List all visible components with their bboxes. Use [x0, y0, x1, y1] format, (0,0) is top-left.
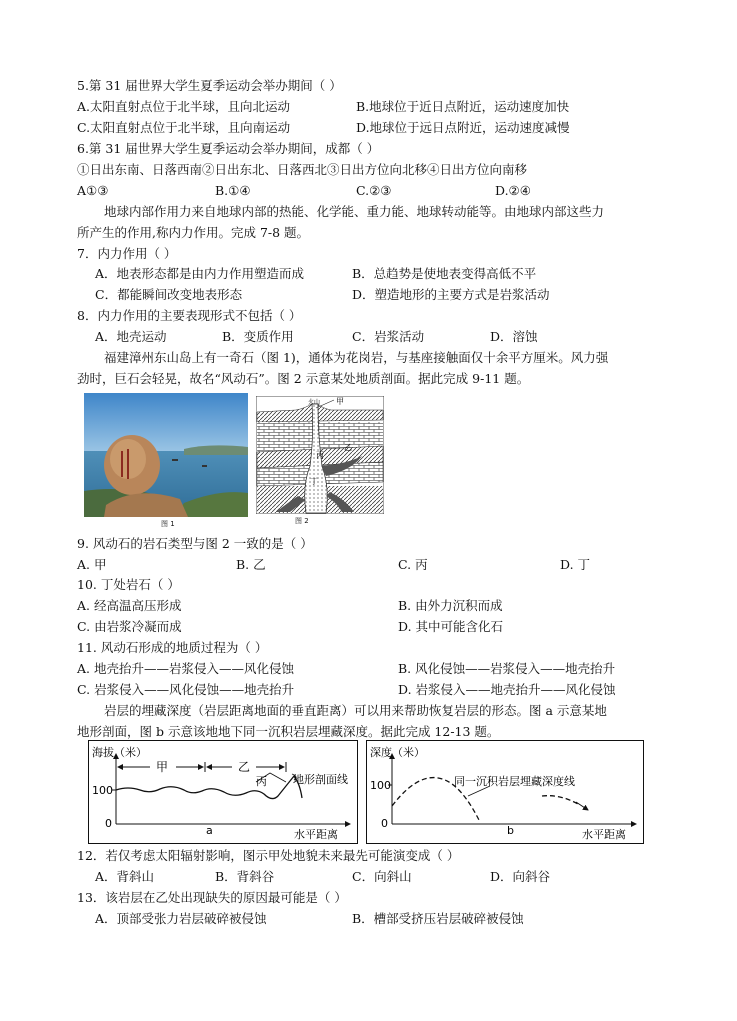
q7-stem: 7．内力作用（ ） — [77, 246, 177, 261]
figure-1-photo — [84, 393, 248, 517]
q13-option-a: A．顶部受张力岩层破碎被侵蚀 — [95, 911, 267, 926]
q7-option-d: D．塑造地形的主要方式是岩浆活动 — [352, 287, 550, 302]
q6-option-c: C.②③ — [356, 183, 392, 198]
fig2-label-bing: 丙 — [316, 451, 324, 460]
q9-option-c: C. 丙 — [398, 557, 428, 572]
q5-option-b: B.地球位于近日点附近，运动速度加快 — [356, 99, 570, 114]
figure-a-terrain-profile — [88, 740, 358, 844]
q9-stem: 9. 风动石的岩石类型与图 2 一致的是（ ） — [77, 536, 313, 551]
q6-option-d: D.②④ — [495, 183, 531, 198]
q8-option-a: A．地壳运动 — [95, 329, 167, 344]
q11-stem: 11. 风动石形成的地质过程为（ ） — [77, 640, 268, 655]
figure-1-caption: 图 1 — [161, 520, 175, 528]
figure-2-caption: 图 2 — [295, 517, 309, 525]
passage3-line2: 地形剖面，图 b 示意该地地下同一沉积岩层埋藏深度。据此完成 12-13 题。 — [77, 724, 500, 739]
q6-statements: ①日出东南、日落西南②日出东北、日落西北③日出方位向北移④日出方位向南移 — [77, 162, 528, 177]
q9-option-d: D. 丁 — [560, 557, 591, 572]
fig-a-ylabel: 海拔（米） — [92, 746, 147, 759]
fig-b-tick-100: 100 — [370, 779, 391, 792]
fig-b-label: b — [507, 824, 514, 837]
q5-option-d: D.地球位于远日点附近，运动速度减慢 — [356, 120, 570, 135]
q10-option-c: C. 由岩浆冷凝而成 — [77, 619, 182, 634]
q8-option-c: C．岩浆活动 — [352, 329, 425, 344]
q12-stem: 12．若仅考虑太阳辐射影响，图示甲处地貌未来最先可能演变成（ ） — [77, 848, 460, 863]
q7-option-a: A．地表形态都是由内力作用塑造而成 — [95, 266, 305, 281]
fig-b-xlabel: 水平距离 — [582, 828, 626, 841]
q13-option-b: B．槽部受挤压岩层破碎被侵蚀 — [352, 911, 524, 926]
q11-option-d: D. 岩浆侵入——地壳抬升——风化侵蚀 — [398, 682, 616, 697]
q13-stem: 13．该岩层在乙处出现缺失的原因最可能是（ ） — [77, 890, 347, 905]
q6-option-b: B.①④ — [215, 183, 251, 198]
passage3-line1: 岩层的埋藏深度（岩层距离地面的垂直距离）可以用来帮助恢复岩层的形态。图 a 示意某地 — [104, 703, 607, 718]
q6-stem: 6.第 31 届世界大学生夏季运动会举办期间，成都（ ） — [77, 141, 380, 156]
fig-a-label: a — [206, 824, 213, 837]
passage2-line1: 福建漳州东山岛上有一奇石（图 1)，通体为花岗岩，与基座接触面仅十余平方厘米。风力强 — [104, 350, 609, 365]
q12-option-b: B．背斜谷 — [215, 869, 275, 884]
passage2-line2: 劲时，巨石会轻晃，故名“风动石”。图 2 示意某处地质剖面。据此完成 9-11 题。 — [77, 371, 530, 386]
q5-option-c: C.太阳直射点位于北半球，且向南运动 — [77, 120, 291, 135]
q9-option-a: A. 甲 — [77, 557, 107, 572]
q5-option-a: A.太阳直射点位于北半球，且向北运动 — [77, 99, 291, 114]
q6-option-a: A①③ — [77, 183, 109, 198]
fig-a-label-yi: 乙 — [238, 760, 251, 774]
passage1-line1: 地球内部作用力来自地球内部的热能、化学能、重力能、地球转动能等。由地球内部这些力 — [104, 204, 605, 219]
q11-option-c: C. 岩浆侵入——风化侵蚀——地壳抬升 — [77, 682, 295, 697]
q12-option-c: C．向斜山 — [352, 869, 412, 884]
q10-option-d: D. 其中可能含化石 — [398, 619, 504, 634]
q12-option-d: D．向斜谷 — [490, 869, 551, 884]
figure-b-depth-chart — [366, 740, 644, 844]
fig-a-xlabel: 水平距离 — [294, 828, 338, 841]
q8-option-b: B．变质作用 — [222, 329, 294, 344]
fig-a-label-jia: 甲 — [156, 760, 169, 774]
q11-option-a: A. 地壳抬升——岩浆侵入——风化侵蚀 — [77, 661, 294, 676]
q7-option-b: B．总趋势是使地表变得高低不平 — [352, 266, 537, 281]
q5-stem: 5.第 31 届世界大学生夏季运动会举办期间（ ） — [77, 78, 342, 93]
fig-b-curve-label: 同一沉积岩层埋藏深度线 — [454, 775, 575, 788]
q8-option-d: D．溶蚀 — [490, 329, 538, 344]
fig-a-tick-100: 100 — [92, 784, 113, 797]
q9-option-b: B. 乙 — [236, 557, 266, 572]
q10-option-a: A. 经高温高压形成 — [77, 598, 182, 613]
q12-option-a: A．背斜山 — [95, 869, 155, 884]
fig2-label-volcano: 火山 — [308, 399, 321, 406]
q8-stem: 8．内力作用的主要表现形式不包括（ ） — [77, 308, 302, 323]
fig-a-label-bing: 丙 — [256, 775, 267, 788]
fig2-label-yi: 乙 — [344, 443, 352, 452]
q7-option-c: C．都能瞬间改变地表形态 — [95, 287, 243, 302]
fig-b-ylabel: 深度（米） — [370, 746, 425, 759]
fig-a-curve-label: 地形剖面线 — [293, 773, 348, 786]
q10-option-b: B. 由外力沉积而成 — [398, 598, 503, 613]
figure-2-cross-section — [256, 396, 384, 514]
fig-b-tick-0: 0 — [381, 817, 388, 830]
fig2-label-ding: 丁 — [310, 477, 318, 486]
q11-option-b: B. 风化侵蚀——岩浆侵入——地壳抬升 — [398, 661, 616, 676]
fig-a-tick-0: 0 — [105, 817, 112, 830]
fig2-label-jia: 甲 — [336, 397, 344, 406]
passage1-line2: 所产生的作用,称内力作用。完成 7-8 题。 — [77, 225, 310, 240]
q10-stem: 10. 丁处岩石（ ） — [77, 577, 180, 592]
